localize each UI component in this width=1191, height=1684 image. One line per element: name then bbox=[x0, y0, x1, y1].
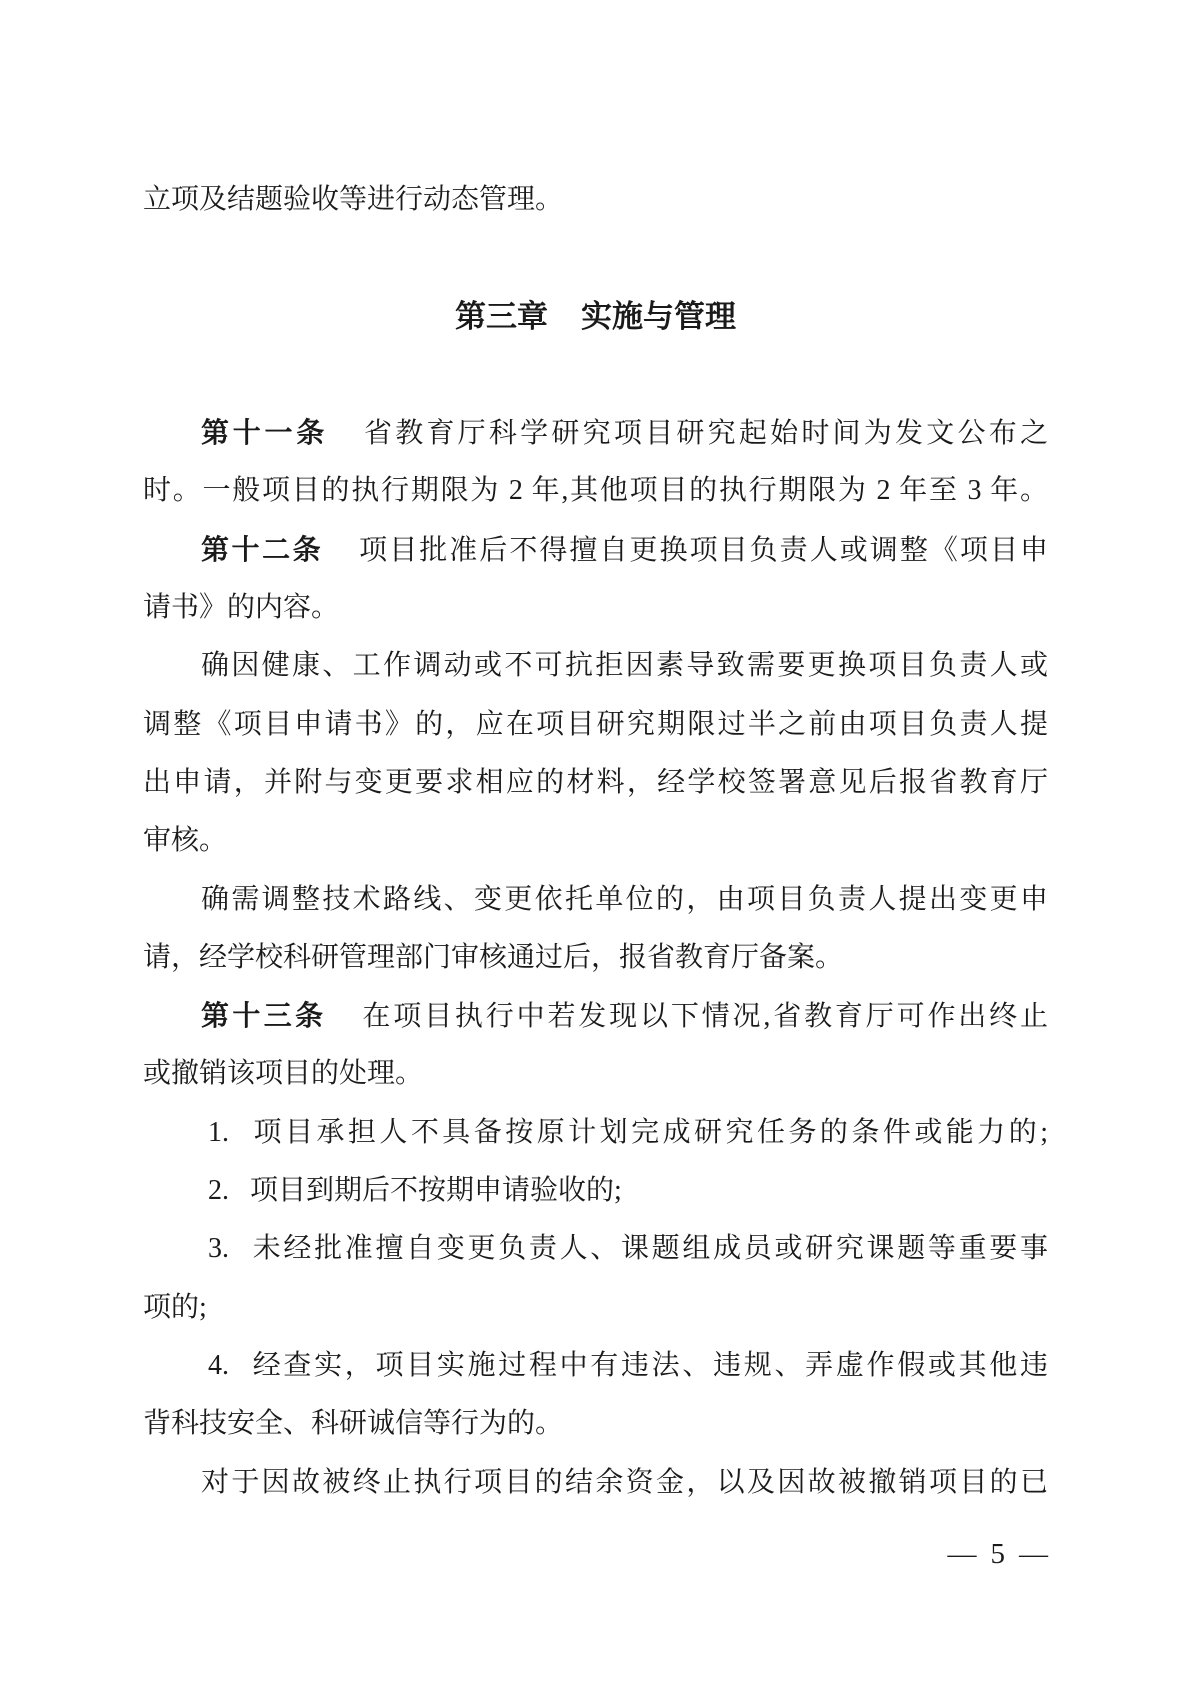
footer-dash-right: — bbox=[1019, 1538, 1048, 1570]
numbered-item-line bbox=[143, 1162, 1048, 1220]
item-number: 4. bbox=[208, 1349, 229, 1381]
article-line bbox=[143, 987, 1048, 1045]
blank-line bbox=[143, 229, 1048, 287]
article-text: 在项目执行中若发现以下情况,省教育厅可作出终止 bbox=[362, 1001, 1048, 1033]
item-text: 未经批准擅自变更负责人、课题组成员或研究课题等重要事 bbox=[250, 1233, 1048, 1265]
page-footer bbox=[143, 1534, 1048, 1574]
item-text: 项目到期后不按期申请验收的; bbox=[250, 1175, 622, 1207]
article-line bbox=[143, 404, 1048, 462]
text-line: 调整《项目申请书》的，应在项目研究期限过半之前由项目负责人提 bbox=[143, 708, 1048, 740]
item-number: 2. bbox=[208, 1175, 229, 1207]
chapter-heading bbox=[143, 288, 1048, 346]
text-line: 请书》的内容。 bbox=[143, 592, 340, 624]
footer-dash-left: — bbox=[947, 1538, 977, 1570]
article-label: 第十二条 bbox=[201, 533, 324, 565]
numbered-item-line bbox=[143, 1104, 1048, 1162]
numbered-item-line bbox=[143, 1220, 1048, 1278]
page-number: 5 bbox=[990, 1538, 1005, 1570]
text-line: 请，经学校科研管理部门审核通过后，报省教育厅备案。 bbox=[143, 941, 844, 973]
chapter-number: 第三章 bbox=[455, 298, 548, 334]
text-line: 或撤销该项目的处理。 bbox=[143, 1058, 424, 1090]
item-number: 1. bbox=[208, 1116, 229, 1148]
item-number: 3. bbox=[208, 1233, 229, 1265]
text-line: 对于因故被终止执行项目的结余资金，以及因故被撤销项目的已 bbox=[201, 1466, 1048, 1498]
text-line: 项的; bbox=[143, 1291, 207, 1323]
item-text: 经查实，项目实施过程中有违法、违规、弄虚作假或其他违 bbox=[250, 1349, 1048, 1381]
blank-line bbox=[143, 346, 1048, 404]
article-text: 项目批准后不得擅自更换项目负责人或调整《项目申 bbox=[359, 534, 1048, 566]
article-text: 省教育厅科学研究项目研究起始时间为发文公布之 bbox=[363, 418, 1048, 450]
item-text: 项目承担人不具备按原计划完成研究任务的条件或能力的; bbox=[250, 1116, 1048, 1148]
text-line: 确因健康、工作调动或不可抗拒因素导致需要更换项目负责人或 bbox=[201, 650, 1048, 682]
text-line: 立项及结题验收等进行动态管理。 bbox=[143, 184, 564, 215]
numbered-item-line bbox=[143, 1337, 1048, 1395]
article-label: 第十三条 bbox=[201, 1000, 327, 1032]
text-line: 审核。 bbox=[143, 825, 228, 857]
article-line bbox=[143, 521, 1048, 579]
document-body bbox=[143, 171, 1048, 1512]
text-line: 时。一般项目的执行期限为 2 年,其他项目的执行期限为 2 年至 3 年。 bbox=[143, 475, 1048, 507]
chapter-title: 实施与管理 bbox=[581, 298, 736, 334]
article-label: 第十一条 bbox=[201, 417, 328, 449]
text-line: 背科技安全、科研诚信等行为的。 bbox=[143, 1408, 564, 1440]
text-line: 出申请，并附与变更要求相应的材料，经学校签署意见后报省教育厅 bbox=[143, 766, 1048, 798]
text-line: 确需调整技术路线、变更依托单位的，由项目负责人提出变更申 bbox=[201, 883, 1048, 915]
